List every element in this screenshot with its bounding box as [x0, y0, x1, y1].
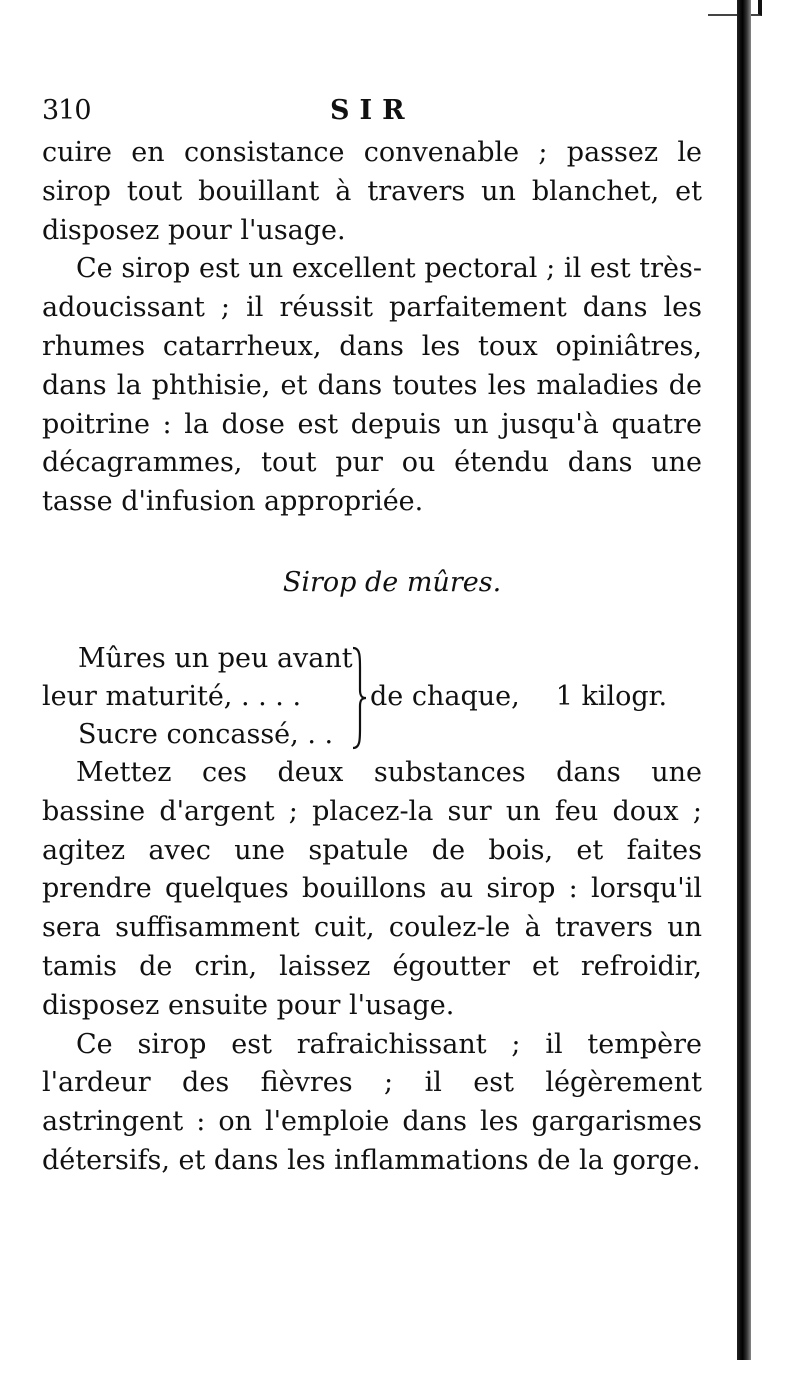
recipe-text [42, 754, 702, 1181]
paragraph-properties: Ce sirop est rafraichissant ; il tempère l'ardeur des fièvres ; il est légèrement astringent : on l'emploie dans les gargarismes détersifs, et dans les inflammations de la gorge. [42, 1028, 702, 1176]
paragraph-continuation: cuire en consistance convenable ; passez le sirop tout bouillant à travers un blanchet, et disposez pour l'usage. [42, 137, 702, 246]
page-number: 310 [42, 95, 91, 126]
paragraph-pectoral: Ce sirop est un excellent pectoral ; il est très-adoucissant ; il réussit parfaitement dans les rhumes catarrheux, dans les toux opiniâtres, dans la phthisie, et dans toutes les maladies de poitrine : la dose est depuis un jusqu'à quatre décagrammes, tout pur ou étendu dans une tasse d'infusion appropriée. [42, 253, 702, 518]
ingredient-line-1: Mûres un peu avant [78, 642, 353, 674]
ingredient-line-3: Sucre concassé, . . [78, 718, 334, 750]
paragraph-method: Mettez ces deux substances dans une bassine d'argent ; placez-la sur un feu doux ; agitez avec une spatule de bois, et faites prendre quelques bouillons au sirop : lorsqu'il sera suffisamment cuit, coulez-le à travers un tamis de crin, laissez égoutter et refroidir, disposez ensuite pour l'usage. [42, 756, 702, 1021]
ingredient-line-2: leur maturité, . . . . [42, 680, 302, 712]
ingredient-list [42, 640, 702, 754]
intro-text [42, 134, 702, 522]
brace-icon [350, 646, 368, 750]
running-head [42, 88, 702, 134]
recipe-title: Sirop de mûres. [282, 566, 502, 598]
quantity-label: de chaque, [370, 680, 520, 712]
quantity-amount: 1 kilogr. [555, 680, 668, 712]
running-head-word: SIR [330, 95, 415, 126]
book-spine-edge [737, 0, 751, 1360]
ingredient-quantity [370, 678, 667, 716]
book-edge-top [708, 0, 762, 16]
book-page [42, 88, 702, 1181]
